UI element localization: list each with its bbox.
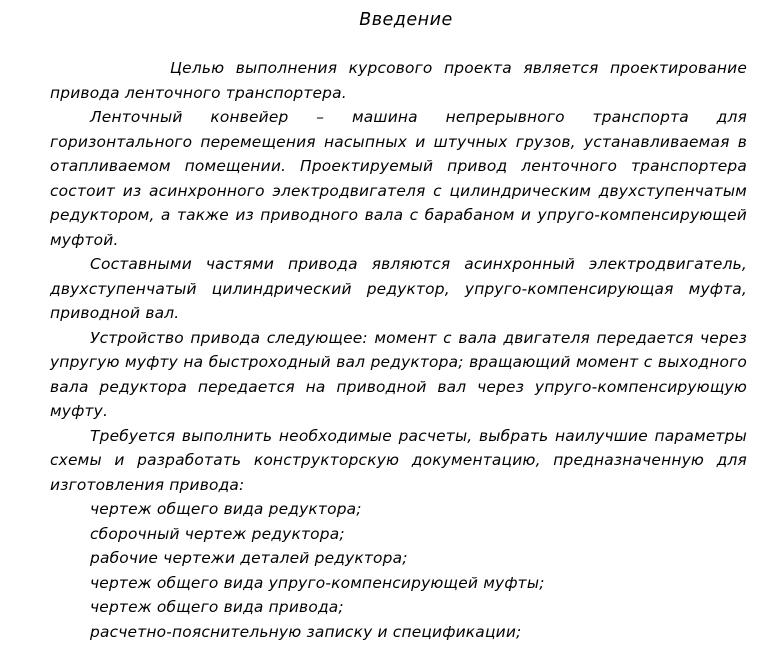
paragraph-components: Составными частями привода являются асинхронный электродвигатель, двухступенчатый цилиндрический редуктор, упруго-компенсирующая муфта, приводной вал. bbox=[50, 255, 747, 322]
section-heading: Введение bbox=[359, 10, 453, 30]
document-body bbox=[50, 56, 747, 644]
paragraph-requirements: Требуется выполнить необходимые расчеты, выбрать наилучшие параметры схемы и разработать конструкторскую документацию, предназначенную для изготовления привода: bbox=[50, 426, 747, 494]
paragraph-conveyor: Ленточный конвейер – машина непрерывного транспорта для горизонтального перемещения насыпных и штучных грузов, устанавливаемая в отапливаемом помещении. Проектируемый привод ленточного транспортера состоит из асинхронного электродвигателя с цилиндрическим двухступенчатым редуктором, а также из приводного вала с барабаном и упруго-компенсирующей муфтой. bbox=[50, 108, 747, 249]
paragraph-goal: Целью выполнения курсового проекта является проектирование привода ленточного транспортера. bbox=[50, 59, 747, 102]
list-item: рабочие чертежи деталей редуктора; bbox=[90, 549, 408, 567]
deliverables-list bbox=[50, 497, 747, 644]
list-item: чертеж общего вида упруго-компенсирующей муфты; bbox=[90, 573, 545, 592]
list-item: сборочный чертеж редуктора; bbox=[90, 524, 345, 543]
list-item: расчетно-пояснительную записку и спецификации; bbox=[90, 622, 522, 641]
list-item: чертеж общего вида редуктора; bbox=[90, 500, 362, 518]
paragraph-device: Устройство привода следующее: момент с вала двигателя передается через упругую муфту на быстроходный вал редуктора; вращающий момент с выходного вала редуктора передается на приводной вал через упруго-компенсирующую муфту. bbox=[50, 328, 747, 420]
list-item: чертеж общего вида привода; bbox=[90, 598, 344, 616]
